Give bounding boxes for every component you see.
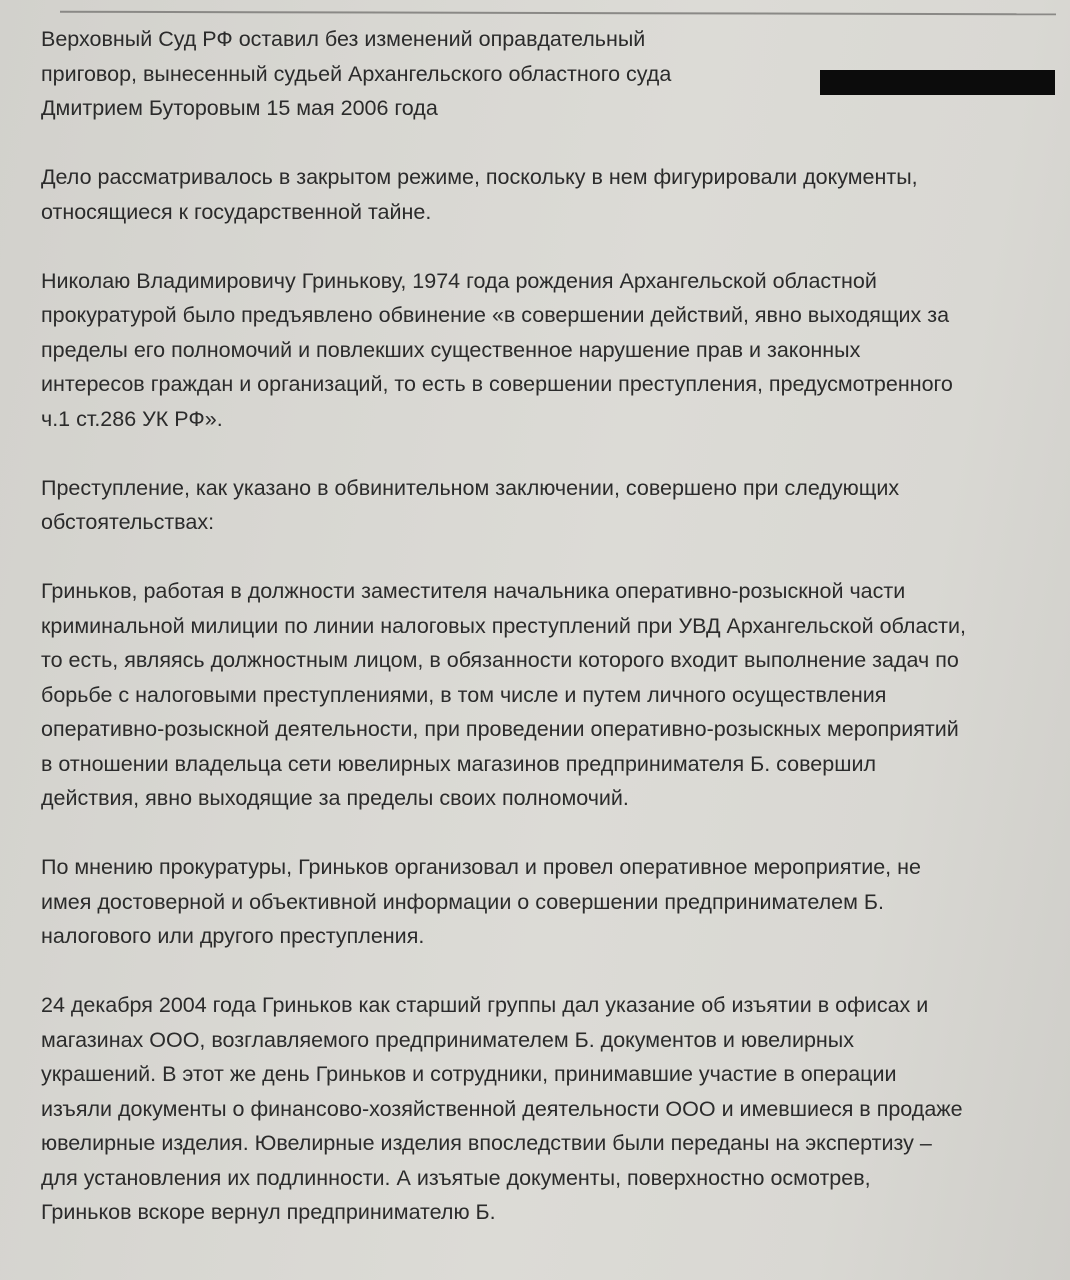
text-line: ювелирные изделия. Ювелирные изделия впоследствии были переданы на экспертизу – [41,1131,932,1155]
text-line: магазинах ООО, возглавляемого предпринимателем Б. документов и ювелирных [41,1027,855,1052]
paragraph-seizure [41,988,1066,1230]
text-line: По мнению прокуратуры, Гриньков организовал и провел оперативное мероприятие, не [41,855,921,879]
text-line: прокуратурой было предъявлено обвинение «в совершении действий, явно выходящих за [41,303,950,327]
paragraph-circumstances [41,574,1066,816]
text-line: пределы его полномочий и повлекших существенное нарушение прав и законных [41,337,861,362]
text-line: криминальной милиции по линии налоговых преступлений при УВД Архангельской области, [41,613,966,638]
text-line: интересов граждан и организаций, то есть в совершении преступления, предусмотренного [41,372,953,396]
paragraph-circumstances-intro [41,471,1066,540]
text-line: то есть, являясь должностным лицом, в обязанности которого входит выполнение задач по [41,648,959,672]
text-line: Гриньков, работая в должности заместителя начальника оперативно-розыскной части [41,579,906,603]
paragraph-prosecution-opinion [41,850,1066,954]
text-line: относящиеся к государственной тайне. [41,199,432,224]
paragraph-charge [41,264,1066,437]
paragraph-closed-hearing [41,160,1066,229]
text-line: Преступление, как указано в обвинительном заключении, совершено при следующих [41,475,900,500]
text-line: ч.1 ст.286 УК РФ». [41,406,223,431]
text-line: Верховный Суд РФ оставил без изменений оправдательный [41,27,646,51]
text-line: изъяли документы о финансово-хозяйственной деятельности ООО и имевшиеся в продаже [41,1096,963,1121]
text-line: имея достоверной и объективной информации о совершении предпринимателем Б. [41,889,884,914]
text-line: Дело рассматривалось в закрытом режиме, поскольку в нем фигурировали документы, [41,165,918,189]
text-line: налогового или другого преступления. [41,924,425,948]
text-line: украшений. В этот же день Гриньков и сотрудники, принимавшие участие в операции [41,1062,897,1086]
text-line: действия, явно выходящие за пределы своих полномочий. [41,786,629,810]
text-line: в отношении владельца сети ювелирных магазинов предпринимателя Б. совершил [41,751,876,776]
text-line: Гриньков вскоре вернул предпринимателю Б. [41,1200,496,1224]
top-divider [60,11,1056,16]
document-body [41,22,1066,1264]
text-line: Николаю Владимировичу Гринькову, 1974 года рождения Архангельской областной [41,268,877,293]
text-line: Дмитрием Буторовым 15 мая 2006 года [41,96,438,120]
text-line: обстоятельствах: [41,510,215,534]
paragraph-headline [41,22,1066,126]
text-line: борьбе с налоговыми преступлениями, в том числе и путем личного осуществления [41,682,887,707]
text-line: оперативно-розыскной деятельности, при проведении оперативно-розыскных мероприятий [41,717,959,741]
text-line: для установления их подлинности. А изъятые документы, поверхностно осмотрев, [41,1165,871,1190]
text-line: 24 декабря 2004 года Гриньков как старший группы дал указание об изъятии в офисах и [41,993,929,1017]
text-line: приговор, вынесенный судьей Архангельского областного суда [41,61,672,86]
